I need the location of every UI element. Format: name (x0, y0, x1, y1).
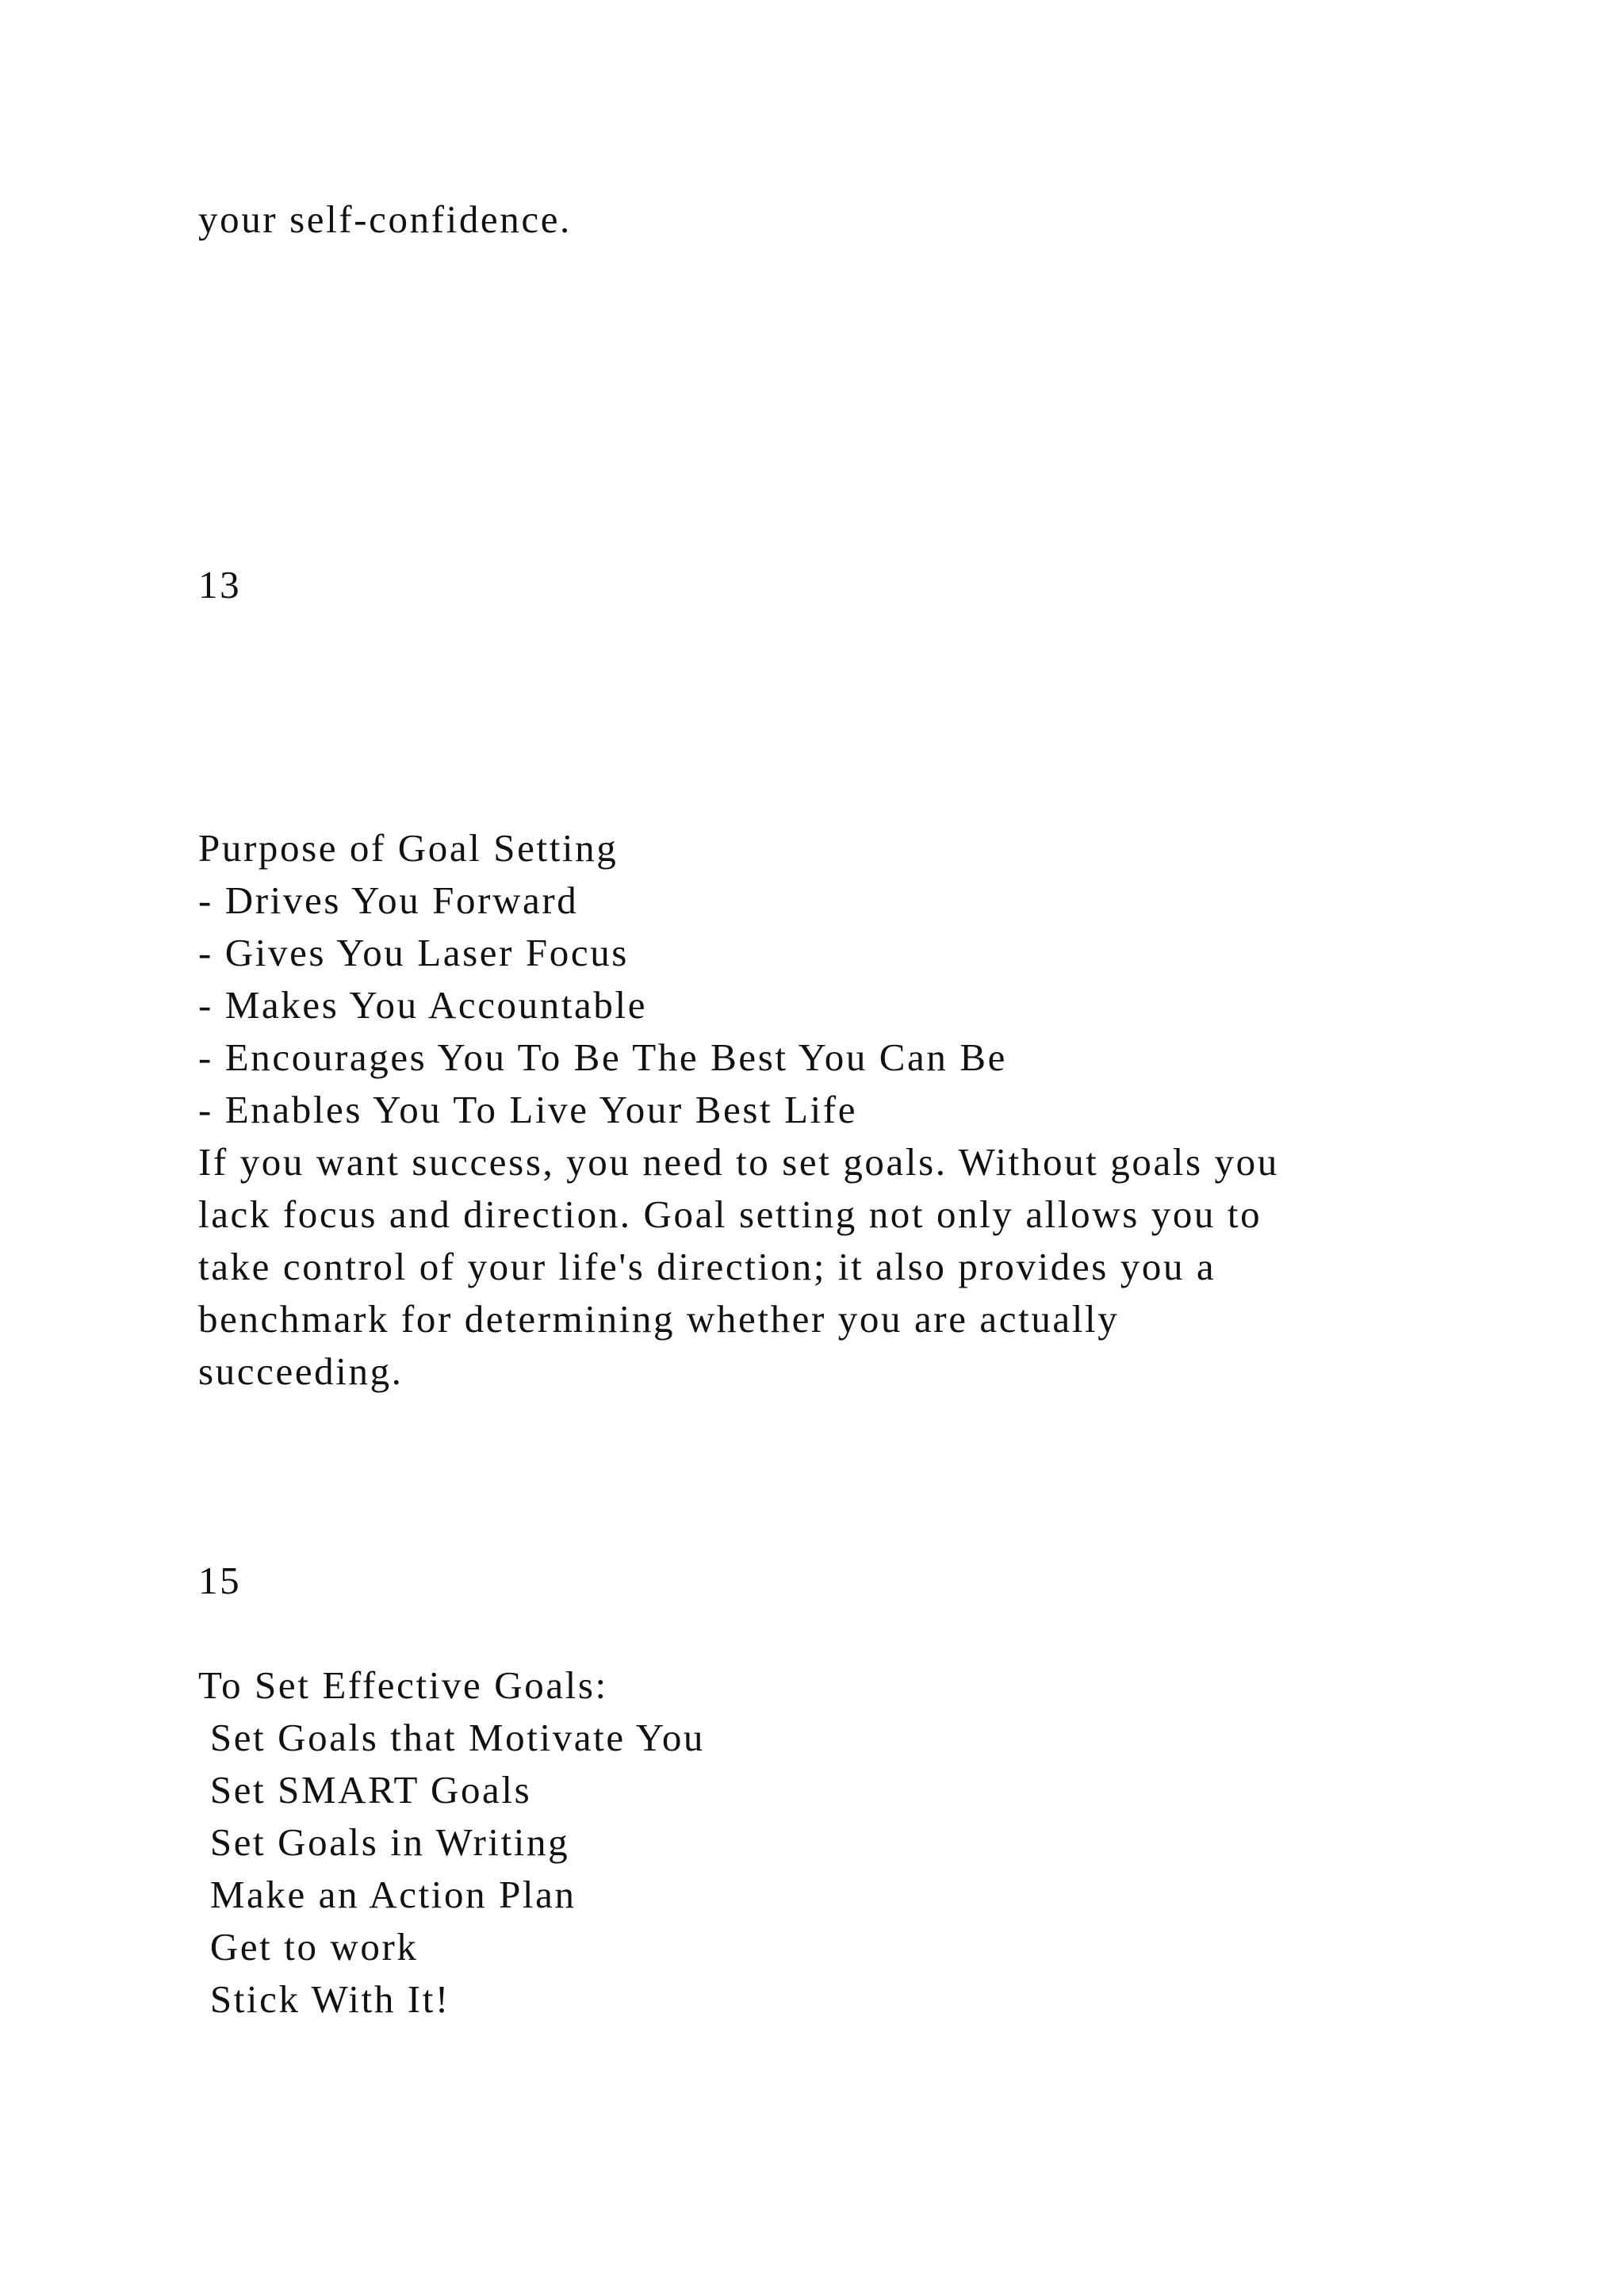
list-item: - Gives You Laser Focus (198, 931, 629, 974)
list-item: Make an Action Plan (198, 1873, 576, 1916)
paragraph-line: succeeding. (198, 1349, 404, 1393)
list-item: - Enables You To Live Your Best Life (198, 1088, 858, 1131)
list-item: Set Goals that Motivate You (198, 1716, 706, 1759)
list-item: Set SMART Goals (198, 1768, 532, 1812)
list-item: - Makes You Accountable (198, 983, 648, 1027)
list-item: - Drives You Forward (198, 878, 579, 922)
paragraph-line: take control of your life's direction; it also provides you a (198, 1245, 1216, 1288)
page-number: 15 (198, 1559, 242, 1602)
section-heading-purpose: Purpose of Goal Setting (198, 826, 619, 870)
paragraph-line: If you want success, you need to set goals. Without goals you (198, 1140, 1279, 1184)
paragraph-line: lack focus and direction. Goal setting not only allows you to (198, 1192, 1262, 1236)
page-number: 13 (198, 563, 242, 607)
continued-text-line: your self-confidence. (198, 197, 572, 241)
section-heading-effective-goals: To Set Effective Goals: (198, 1663, 608, 1707)
list-item: Set Goals in Writing (198, 1820, 570, 1864)
list-item: - Encourages You To Be The Best You Can Be (198, 1035, 1007, 1079)
list-item: Stick With It! (198, 1977, 450, 2021)
list-item: Get to work (198, 1925, 419, 1969)
paragraph-line: benchmark for determining whether you are actually (198, 1297, 1120, 1341)
